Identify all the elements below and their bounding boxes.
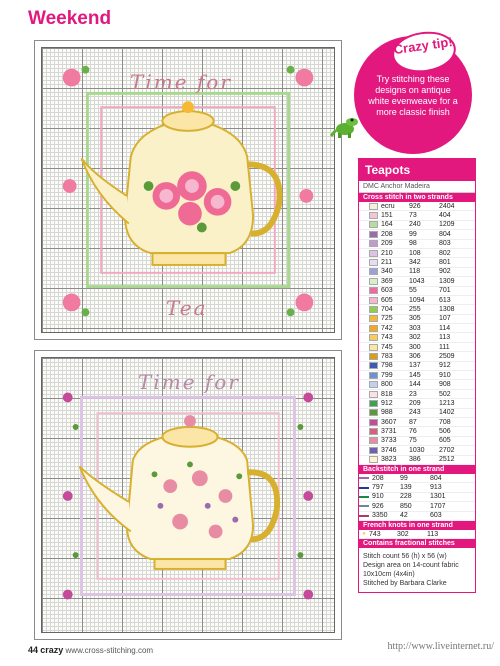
madeira-code: 910 [439,371,451,379]
anchor-code: 228 [400,493,412,501]
dmc-code: 742 [381,324,393,332]
madeira-code: 2512 [439,456,455,464]
anchor-code: 926 [409,202,421,210]
key-row [359,427,475,436]
footer-url: www.cross-stitching.com [65,646,154,655]
madeira-code: 908 [439,381,451,389]
madeira-code: 913 [430,484,442,492]
dmc-code: 3731 [381,428,397,436]
color-swatch [369,287,378,294]
color-swatch [369,231,378,238]
anchor-code: 75 [409,437,417,445]
key-row [359,211,475,220]
key-row [359,296,475,305]
madeira-code: 801 [439,259,451,267]
anchor-code: 1030 [409,446,425,454]
line-symbol-icon [359,487,369,489]
magazine-brand: crazy [40,645,64,655]
color-swatch [369,297,378,304]
madeira-code: 1213 [439,399,455,407]
dmc-code: 208 [372,474,384,482]
dmc-code: 3733 [381,437,397,445]
color-swatch [369,409,378,416]
madeira-code: 603 [430,512,442,520]
key-row [359,399,475,408]
anchor-code: 240 [409,221,421,229]
madeira-code: 802 [439,249,451,257]
stitch-symbol-icon: ● [362,531,366,538]
anchor-code: 99 [409,230,417,238]
color-swatch [369,419,378,426]
teapot-illustration-2 [42,358,334,632]
madeira-code: 114 [439,324,451,332]
anchor-code: 209 [409,399,421,407]
line-symbol-icon [359,496,369,498]
dmc-code: 988 [381,409,393,417]
dmc-code: 603 [381,287,393,295]
dmc-code: 151 [381,212,393,220]
anchor-code: 1094 [409,296,425,304]
anchor-code: 145 [409,371,421,379]
anchor-code: 243 [409,409,421,417]
color-swatch [369,391,378,398]
key-section-backstitch: Backstitch in one strand [359,465,475,474]
anchor-code: 76 [409,428,417,436]
dmc-code: 3746 [381,446,397,454]
dmc-code: 926 [372,502,384,510]
watermark: http://www.liveinternet.ru/ [387,641,494,652]
madeira-code: 113 [427,530,439,538]
page-title: Weekend [28,8,112,29]
madeira-code: 804 [430,474,442,482]
madeira-code: 113 [439,334,451,342]
key-row [359,483,475,492]
crocodile-icon [330,112,360,142]
madeira-code: 107 [439,315,451,323]
dmc-code: 210 [381,249,393,257]
stitch-count: Stitch count 56 (h) x 56 (w) [363,553,447,561]
key-row [359,446,475,455]
dmc-code: 725 [381,315,393,323]
key-row [359,530,475,539]
dmc-code: 799 [381,371,393,379]
anchor-code: 108 [409,249,421,257]
key-row [359,305,475,314]
madeira-code: 912 [439,362,451,370]
key-row [359,409,475,418]
key-row [359,362,475,371]
key-row [359,474,475,483]
key-row [359,333,475,342]
chart-title-text: Time for [130,70,232,94]
color-swatch [369,344,378,351]
color-swatch [369,240,378,247]
madeira-code: 701 [439,287,451,295]
color-swatch [369,259,378,266]
madeira-code: 605 [439,437,451,445]
dmc-code: 340 [381,268,393,276]
key-row [359,324,475,333]
anchor-code: 342 [409,259,421,267]
anchor-code: 255 [409,305,421,313]
madeira-code: 404 [439,212,451,220]
anchor-code: 99 [400,474,408,482]
dmc-code: 783 [381,352,393,360]
key-section-french: French knots in one strand [359,521,475,530]
anchor-code: 87 [409,418,417,426]
dmc-code: 818 [381,390,393,398]
key-section-fractional: Contains fractional stitches [359,539,475,548]
color-swatch [369,221,378,228]
dmc-code: 704 [381,305,393,313]
key-title: Teapots [359,159,475,181]
key-row [359,258,475,267]
thread-key-panel [358,158,476,593]
anchor-code: 42 [400,512,408,520]
dmc-code: 208 [381,230,393,238]
madeira-code: 1309 [439,277,455,285]
chart-panel-1 [34,40,342,340]
color-swatch [369,325,378,332]
color-swatch [369,381,378,388]
anchor-code: 302 [397,530,409,538]
tip-badge: Crazy tip! [390,28,459,77]
key-row [359,390,475,399]
key-row [359,437,475,446]
madeira-code: 613 [439,296,451,304]
dmc-code: 800 [381,381,393,389]
key-row [359,456,475,465]
color-swatch [369,334,378,341]
key-row [359,512,475,521]
anchor-code: 137 [409,362,421,370]
dmc-code: 798 [381,362,393,370]
key-row [359,371,475,380]
madeira-code: 708 [439,418,451,426]
color-swatch [369,250,378,257]
dmc-code: ecru [381,202,395,210]
anchor-code: 303 [409,324,421,332]
color-swatch [369,447,378,454]
dmc-code: 797 [372,484,384,492]
line-symbol-icon [359,477,369,479]
chart-title-text: Time for [138,370,240,394]
key-row [359,380,475,389]
anchor-code: 55 [409,287,417,295]
anchor-code: 118 [409,268,421,276]
page-footer [28,645,153,655]
key-row [359,202,475,211]
key-brand-header: DMC Anchor Madeira [359,181,475,193]
key-row [359,418,475,427]
color-swatch [369,306,378,313]
color-swatch [369,268,378,275]
anchor-code: 300 [409,343,421,351]
key-row [359,230,475,239]
dmc-code: 3607 [381,418,397,426]
dmc-code: 209 [381,240,393,248]
color-swatch [369,372,378,379]
color-swatch [369,203,378,210]
dmc-code: 743 [369,530,381,538]
dmc-code: 3823 [381,456,397,464]
dmc-code: 164 [381,221,393,229]
anchor-code: 306 [409,352,421,360]
anchor-code: 98 [409,240,417,248]
chart-bottom-text: Tea [166,296,208,320]
color-swatch [369,437,378,444]
color-swatch [369,456,378,463]
madeira-code: 2404 [439,202,455,210]
madeira-code: 804 [439,230,451,238]
dmc-code: 605 [381,296,393,304]
madeira-code: 506 [439,428,451,436]
dmc-code: 910 [372,493,384,501]
line-symbol-icon [359,515,369,517]
key-row [359,352,475,361]
dmc-code: 743 [381,334,393,342]
madeira-code: 1308 [439,305,455,313]
crazy-tip-bubble [354,36,472,154]
madeira-code: 502 [439,390,451,398]
color-swatch [369,212,378,219]
tip-text: Try stitching these designs on antique white evenweave for a more classic finish [368,74,458,117]
madeira-code: 1707 [430,502,446,510]
key-row [359,502,475,511]
madeira-code: 1402 [439,409,455,417]
anchor-code: 302 [409,334,421,342]
key-row [359,268,475,277]
key-row [359,249,475,258]
dmc-code: 912 [381,399,393,407]
design-area: Design area on 14-count fabric 10x10cm (4x4in) [363,562,459,579]
key-row [359,315,475,324]
key-section-cross: Cross stitch in two strands [359,193,475,202]
color-swatch [369,353,378,360]
chart-grid-1 [41,47,335,333]
key-row [359,221,475,230]
key-cross-list [359,202,475,465]
color-swatch [369,362,378,369]
anchor-code: 850 [400,502,412,510]
color-swatch [369,428,378,435]
key-backstitch-list [359,474,475,521]
madeira-code: 1301 [430,493,446,501]
madeira-code: 2509 [439,352,455,360]
dmc-code: 369 [381,277,393,285]
dmc-code: 745 [381,343,393,351]
line-symbol-icon [359,505,369,507]
key-row [359,343,475,352]
key-row [359,277,475,286]
dmc-code: 211 [381,259,393,267]
madeira-code: 803 [439,240,451,248]
key-row [359,287,475,296]
page-number: 44 [28,645,39,655]
chart-grid-2 [41,357,335,633]
key-french-list [359,530,475,539]
anchor-code: 23 [409,390,417,398]
key-footer [359,548,475,592]
anchor-code: 305 [409,315,421,323]
color-swatch [369,400,378,407]
anchor-code: 139 [400,484,412,492]
madeira-code: 902 [439,268,451,276]
anchor-code: 1043 [409,277,425,285]
chart-panel-2 [34,350,342,640]
madeira-code: 2702 [439,446,455,454]
key-row [359,240,475,249]
stitched-by: Stitched by Barbara Clarke [363,580,447,588]
dmc-code: 3350 [372,512,388,520]
key-row [359,493,475,502]
madeira-code: 1209 [439,221,455,229]
madeira-code: 111 [439,343,450,351]
color-swatch [369,278,378,285]
anchor-code: 144 [409,381,421,389]
anchor-code: 386 [409,456,421,464]
anchor-code: 73 [409,212,417,220]
color-swatch [369,315,378,322]
